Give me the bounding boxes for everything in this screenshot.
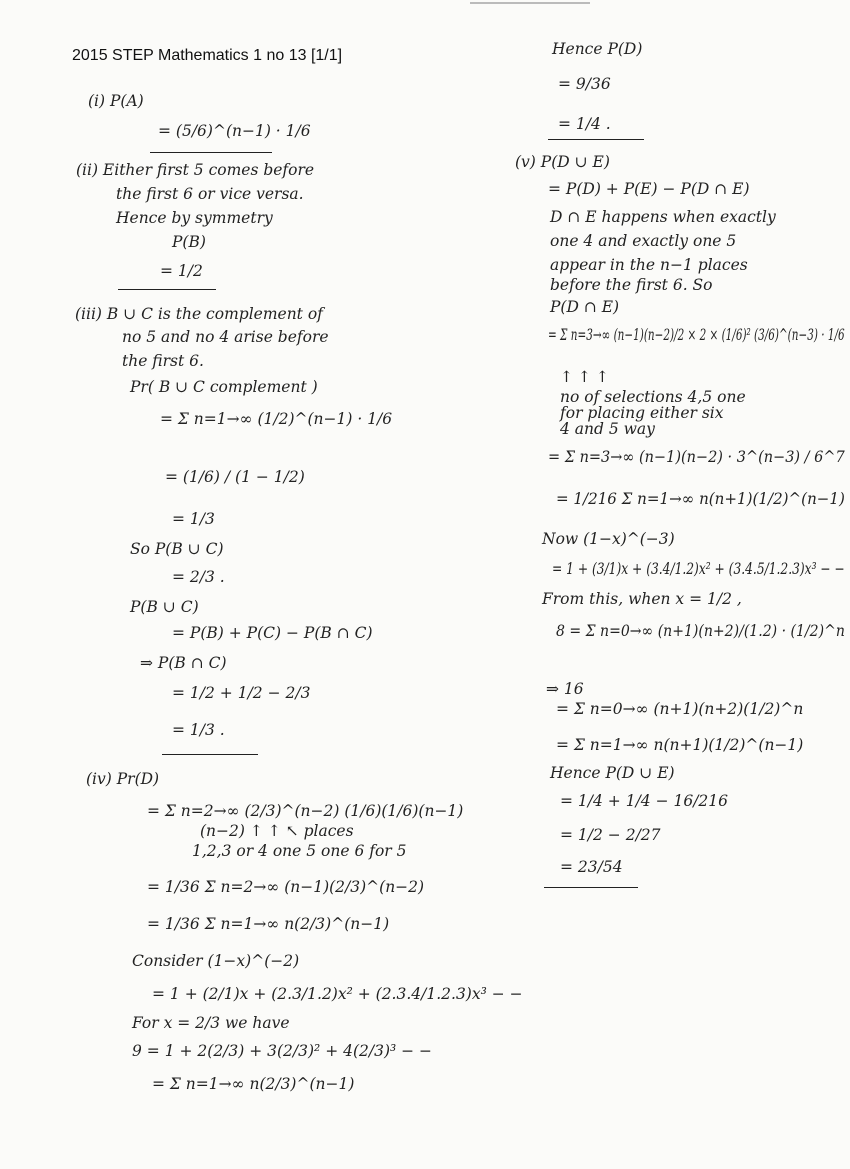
left-line: the first 6. [122, 352, 204, 370]
right-line: D ∩ E happens when exactly [550, 208, 776, 226]
left-line: = (1/6) / (1 − 1/2) [165, 468, 305, 486]
right-line: Hence P(D) [552, 40, 643, 58]
left-line: ⇒ P(B ∩ C) [140, 654, 227, 672]
right-line: = 1/4 + 1/4 − 16/216 [560, 792, 729, 810]
page-header: 2015 STEP Mathematics 1 no 13 [1/1] [72, 47, 343, 64]
left-line: (iii) B ∪ C is the complement of [75, 305, 323, 323]
left-line: = Σ n=1→∞ n(2/3)^(n−1) [152, 1075, 355, 1093]
right-line: (v) P(D ∪ E) [515, 153, 610, 171]
left-line: = 1/3 . [172, 721, 225, 739]
right-line: P(D ∩ E) [550, 298, 620, 316]
left-line: 1,2,3 or 4 one 5 one 6 for 5 [192, 842, 407, 860]
left-line: = 1 + (2/1)x + (2.3/1.2)x² + (2.3.4/1.2.3)x³ − − [152, 985, 523, 1003]
left-line: = 1/2 [160, 262, 203, 280]
right-line: = 23/54 [560, 858, 623, 876]
right-line: 4 and 5 way [560, 420, 655, 438]
left-line: = 1/2 + 1/2 − 2/3 [172, 684, 311, 702]
right-line: 8 = Σ n=0→∞ (n+1)(n+2)/(1.2) · (1/2)^n [556, 622, 845, 640]
left-line: = Σ n=1→∞ (1/2)^(n−1) · 1/6 [160, 410, 393, 428]
left-line: no 5 and no 4 arise before [122, 328, 329, 346]
left-line: (ii) Either first 5 comes before [76, 161, 315, 179]
left-line: = (5/6)^(n−1) · 1/6 [158, 122, 311, 140]
left-line: = Σ n=2→∞ (2/3)^(n−2) (1/6)(1/6)(n−1) [147, 802, 464, 820]
right-line: = 1 + (3/1)x + (3.4/1.2)x² + (3.4.5/1.2.3)x³ − − [552, 560, 845, 578]
right-line: ↑ ↑ ↑ [560, 368, 609, 386]
left-line: P(B ∪ C) [130, 598, 199, 616]
right-line: for placing either six [560, 404, 724, 422]
right-line: = 1/4 . [558, 115, 611, 133]
answer-rule [118, 289, 216, 290]
right-line: = Σ n=3→∞ (n−1)(n−2) · 3^(n−3) / 6^7 [548, 448, 845, 466]
left-line: So P(B ∪ C) [130, 540, 224, 558]
left-line: Hence by symmetry [116, 209, 273, 227]
left-line: (i) P(A) [88, 92, 144, 110]
left-line: Pr( B ∪ C complement ) [130, 378, 318, 396]
right-line: no of selections 4,5 one [560, 388, 746, 406]
left-line: For x = 2/3 we have [132, 1014, 290, 1032]
right-line: appear in the n−1 places [550, 256, 748, 274]
right-line: From this, when x = 1/2 , [542, 590, 742, 608]
right-line: ⇒ 16 [546, 680, 584, 698]
left-line: (iv) Pr(D) [86, 770, 160, 788]
right-line: = Σ n=3→∞ (n−1)(n−2)/2 × 2 × (1/6)² (3/6)^(n−3) · 1/6 [548, 326, 845, 344]
answer-rule [162, 754, 258, 755]
left-line: = 2/3 . [172, 568, 225, 586]
answer-rule [544, 887, 638, 888]
right-line: = Σ n=0→∞ (n+1)(n+2)(1/2)^n [556, 700, 804, 718]
right-line: Hence P(D ∪ E) [550, 764, 675, 782]
right-line: one 4 and exactly one 5 [550, 232, 737, 250]
right-line: = 1/2 − 2/27 [560, 826, 661, 844]
left-line: 9 = 1 + 2(2/3) + 3(2/3)² + 4(2/3)³ − − [132, 1042, 433, 1060]
left-line: = P(B) + P(C) − P(B ∩ C) [172, 624, 373, 642]
left-line: = 1/3 [172, 510, 215, 528]
right-line: Now (1−x)^(−3) [542, 530, 675, 548]
left-line: = 1/36 Σ n=1→∞ n(2/3)^(n−1) [147, 915, 390, 933]
right-line: = 1/216 Σ n=1→∞ n(n+1)(1/2)^(n−1) [556, 490, 845, 508]
left-line: Consider (1−x)^(−2) [132, 952, 300, 970]
left-line: P(B) [172, 233, 206, 251]
left-line: (n−2) ↑ ↑ ↖ places [200, 822, 354, 840]
right-line: before the first 6. So [550, 276, 713, 294]
right-line: = P(D) + P(E) − P(D ∩ E) [548, 180, 750, 198]
right-line: = 9/36 [558, 75, 611, 93]
answer-rule [150, 152, 272, 153]
right-line: = Σ n=1→∞ n(n+1)(1/2)^(n−1) [556, 736, 804, 754]
left-line: the first 6 or vice versa. [116, 185, 304, 203]
left-line: = 1/36 Σ n=2→∞ (n−1)(2/3)^(n−2) [147, 878, 425, 896]
answer-rule [548, 139, 644, 140]
top-scribble [470, 2, 590, 4]
